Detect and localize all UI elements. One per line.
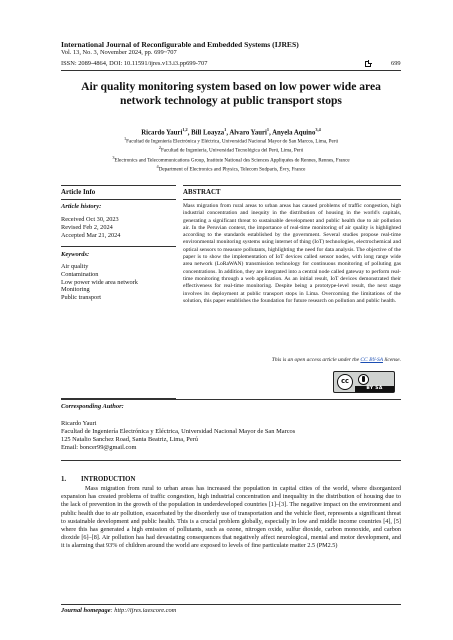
corresponding-divider <box>61 460 401 461</box>
abstract-heading: ABSTRACT <box>183 185 401 200</box>
section-title: INTRODUCTION <box>81 476 136 483</box>
license-statement: This is an open access article under the CC BY-SA license. <box>271 357 401 363</box>
journal-header <box>61 40 401 57</box>
section-divider <box>61 399 401 400</box>
article-history <box>61 216 176 240</box>
author-affiliation-mark: 1 <box>224 127 227 132</box>
keyword-list <box>61 263 176 303</box>
page-number: 699 <box>391 60 401 67</box>
cc-by-sa-badge[interactable] <box>333 371 395 393</box>
history-item: Revised Feb 2, 2024 <box>61 223 113 231</box>
issn-row <box>61 60 401 69</box>
affiliation: $^3$Electronics and Telecommunications Group, Institute National des Sciences Appliquées de Rennes, Rennes, France <box>112 154 350 164</box>
issn-doi-line: ISSN: 2089-4864, DOI: 10.11591/ijres.v13.i3.pp699-707 <box>61 60 208 67</box>
paper-title: Air quality monitoring system based on low power wide area network technology at public transport stops <box>81 80 381 107</box>
author-list: Ricardo Yauri$^{1,2}$, Bill Loayza$^1$, Alvaro Yauri$^1$, Anyela Aquino$^{3,4}$ <box>141 127 321 137</box>
affiliation: $^1$Facultad de Ingeniería Electrónica y Eléctrica, Universidad Nacional Mayor de San Marcos, Lima, Perú <box>123 136 339 145</box>
corresponding-heading: Corresponding Author: <box>61 403 124 410</box>
license-link[interactable]: CC BY-SA <box>360 357 383 363</box>
journal-name: International Journal of Reconfigurable and Embedded Systems (IJRES) <box>61 40 299 49</box>
cc-badge-label: BY SA <box>355 386 394 392</box>
author-affiliation-mark: 1,2 <box>182 127 188 132</box>
corresponding-author <box>61 403 401 452</box>
author-name: Bill Loayza <box>191 129 225 137</box>
page-box-icon <box>365 61 371 67</box>
volume-line: Vol. 13, No. 3, November 2024, pp. 699~707 <box>61 49 177 56</box>
keyword: Public transport <box>61 294 102 302</box>
corresponding-affiliation: Facultad de Ingeniería Electrónica y Eléctrica, Universidad Nacional Mayor de San Marcos <box>61 428 296 435</box>
author-affiliation-mark: 3,4 <box>315 127 321 132</box>
homepage-url[interactable]: : http://ijres.iaescore.com <box>110 607 177 614</box>
footer-divider <box>61 604 401 605</box>
introduction-text: Mass migration from rural to urban areas has increased the population in capital cities of the world, where disorganized expansion has created problems of traffic congestion, high industrial concentration and inequality in the distribution of housing due to the lack of prevention in the growth of the population in underdeveloped countries [1]–[3]. The negative impact on the environment and public health due to air pollution, exacerbated by the disorderly use of transportation and the vehicle fleet, represents a significant threat to sustainable development and public health. This is a crucial problem globally, especially in low and middle income countries [4], [5] where this has generated a high emission of pollutants, such as ozone, nitrogen oxide, sulfur dioxide, carbon monoxide, and carbon dioxide [6]–[8]. Air pollution has had devastating consequences that negatively affect neurological, mental and motor development, and it is alarming that 93% of children around the world are exposed to levels of fine particulate matter 2.5 (PM2.5) <box>61 485 401 550</box>
author-affiliation-mark: 1 <box>266 127 270 132</box>
article-history-label: Article history: <box>61 203 102 210</box>
corresponding-address: 125 Natalio Sanchez Road, Santa Beatriz, Lima, Perú <box>61 436 199 443</box>
author-name: Anyela Aquino <box>272 129 316 137</box>
attribution-icon <box>358 374 369 385</box>
affiliation: $^4$Department of Electronics and Physics, Telecom Sudparis, Évry, France <box>156 163 306 173</box>
article-info-heading: Article Info <box>61 185 176 200</box>
article-info-column <box>61 203 176 302</box>
history-item: Received Oct 30, 2023 <box>61 216 119 223</box>
corresponding-email: Email: boncer99@gmail.com <box>61 444 137 451</box>
cc-icon: cc <box>337 374 353 390</box>
keywords-section <box>61 246 176 303</box>
author-name: Ricardo Yauri <box>141 129 183 137</box>
keyword: Monitoring <box>61 286 90 294</box>
keyword: Low power wide area network <box>61 278 138 286</box>
abstract-text: Mass migration from rural areas to urban areas has caused problems of traffic congestion, high industrial concentration and inequity in the distribution of housing in the world's capitals, generating a significant threat to sustainable development and public health due to air pollution air. In the Peruvian context, the importance of real-time monitoring of air quality is highlighted according to the standards established by the government. Several studies propose real-time environmental monitoring systems using internet of thing (IoT) technologies, electrochemical and optical sensors to measure pollutants, highlighting the need for data analysis. The objective of the paper is to show the implementation of IoT devices called sensor nodes, with long range wide area network (LoRaWAN) transmission technology for continuous monitoring of polluting gas concentrations. In addition, they are integrated into a central node called gateway to perform real-time monitoring through a web application. As an initial result, IoT devices demonstrated their effectiveness for real-time monitoring. Despite being a prototype-level result, the next stage involves its deployment at public transport stops in Lima. Overcoming the limitations of the solution, this paper establishes the foundation for future research on pollution and public health. <box>183 203 401 304</box>
header-divider <box>61 70 401 71</box>
keyword: Contamination <box>61 270 99 278</box>
homepage-label: Journal homepage <box>61 607 111 614</box>
introduction-heading <box>61 476 135 484</box>
keywords-label: Keywords: <box>61 250 90 258</box>
author-name: Alvaro Yauri <box>229 129 267 137</box>
affiliation-list <box>61 136 401 173</box>
section-number: 1. <box>61 476 67 483</box>
keyword: Air quality <box>61 262 89 270</box>
affiliation: $^2$Facultad de Ingeniería, Universidad Tecnológica del Perú, Lima, Perú <box>158 145 304 154</box>
journal-homepage <box>61 607 176 615</box>
history-item: Accepted Mar 21, 2024 <box>61 231 121 239</box>
corresponding-name: Ricardo Yauri <box>61 420 97 427</box>
